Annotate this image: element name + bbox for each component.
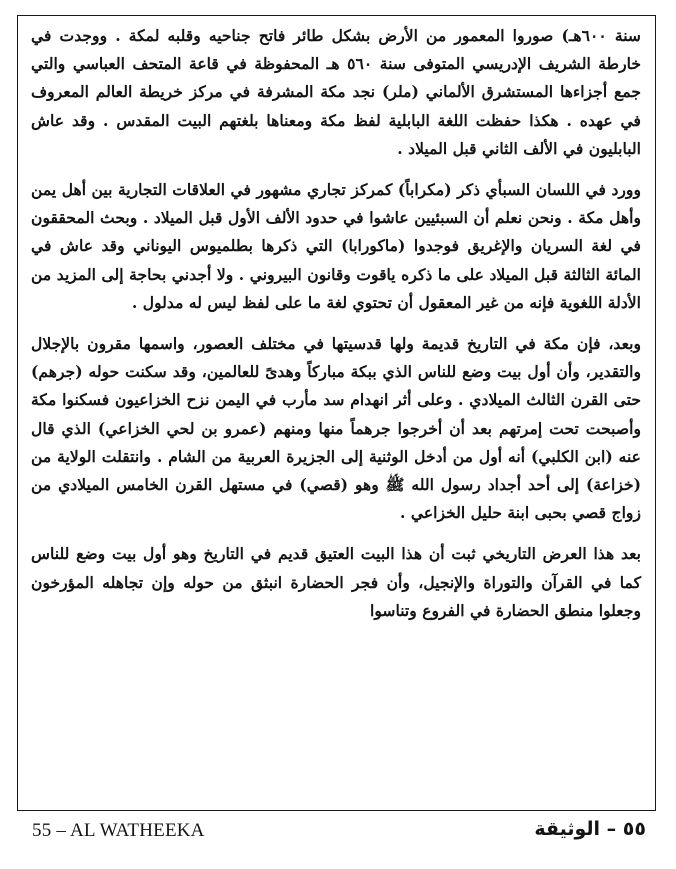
- paragraph-2: وورد في اللسان السبأي ذكر (مكراباً) كمركز تجاري مشهور في العلاقات التجارية بين أهل يمن وأهل مكة . ونحن نعلم أن السبئيين عاشوا في حدود الألف الأول قبل الميلاد . وبحث المحققون في لغة السريان والإغريق فوجدوا (ماكورابا) التي ذكرها بطلميوس اليوناني وقد عاش في المائة الثالثة قبل الميلاد على ما ذكره ياقوت وقانون البيروني . ولا أجدني بحاجة إلى المزيد من الأدلة اللغوية فإنه من غير المعقول أن تحتوي لغة ما على لفظ ليس له مدلول .: [31, 180, 641, 312]
- paragraph-3: وبعد، فإن مكة في التاريخ قديمة ولها قدسيتها في مختلف العصور، واسمها مقرون بالإجلال والتقدير، وأن أول بيت وضع للناس الذي ببكة مباركاً وهدىً للعالمين، وقد سكنت حوله (جرهم) حتى القرن الثالث الميلادي . وعلى أثر انهدام سد مأرب في اليمن نزح الخزاعيون فسكنوا مكة وأصبحت تحت إمرتهم بعد أن أخرجوا جرهماً منها ومنهم (عمرو بن لحي الخزاعي) الذي قال عنه (ابن الكلبي) أنه أول من أدخل الوثنية إلى الجزيرة العربية من الشام . وانتقلت الولاية من (خزاعة) إلى أحد أجداد رسول الله ﷺ وهو (قصي) في مستهل القرن الخامس الميلادي من زواج قصي بحبى ابنة حليل الخزاعي .: [31, 334, 641, 523]
- footer-page-number-arabic: ٥٥ – الوثيقة: [534, 818, 646, 840]
- footer-page-number-latin: 55 – AL WATHEEKA: [32, 820, 205, 841]
- page-footer: [0, 820, 676, 850]
- article-body: [31, 22, 641, 625]
- paragraph-1: سنة ٦٠٠هـ) صوروا المعمور من الأرض بشكل طائر فاتح جناحيه وقلبه لمكة . ووجدت في خارطة الشريف الإدريسي المتوفى سنة ٥٦٠ هـ المحفوظة في قاعة المتحف العباسي والتي جمع أجزاءها المستشرق الألماني (ملر) نجد مكة المشرفة في مركز خريطة العالم المعروف في عهده . هكذا حفظت اللغة البابلية لفظ مكة ومعناها بلغتهم البيت المقدس . وقد عاش البابليون في الألف الثاني قبل الميلاد .: [31, 26, 641, 158]
- paragraph-4: بعد هذا العرض التاريخي ثبت أن هذا البيت العتيق قديم في التاريخ وهو أول بيت وضع للناس كما في القرآن والتوراة والإنجيل، وأن فجر الحضارة انبثق من حوله وإن تجاهله المؤرخون وجعلوا منطق الحضارة في الفروع وتناسوا: [31, 544, 641, 620]
